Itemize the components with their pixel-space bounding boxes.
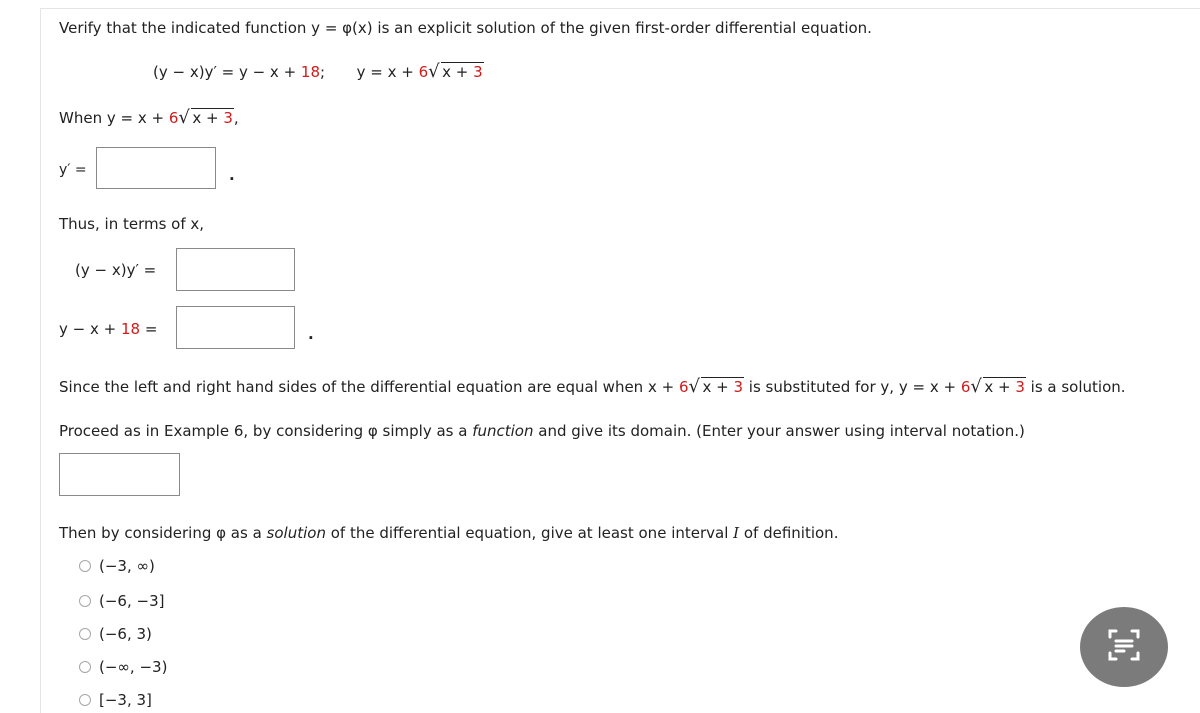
domain-answer-box[interactable] [59, 453, 180, 496]
period-mark: . [308, 325, 314, 343]
rhs-input[interactable] [177, 307, 294, 348]
calculator-menu-icon [1102, 623, 1146, 671]
yprime-answer-box[interactable] [96, 147, 216, 189]
radio-button[interactable] [79, 560, 91, 572]
problem-intro: Verify that the indicated function y = φ(x) is an explicit solution of the given first-order differential equation. [59, 19, 872, 37]
option-row[interactable] [79, 590, 164, 612]
then-line: Then by considering φ as a solution of the differential equation, give at least one interval I of definition. [59, 524, 839, 542]
frame-left-border [40, 8, 41, 713]
period-mark: . [229, 166, 235, 184]
radio-button[interactable] [79, 595, 91, 607]
option-row[interactable] [79, 555, 155, 577]
rhs-answer-box[interactable] [176, 306, 295, 349]
sqrt-symbol: √ x + 3 [179, 109, 234, 127]
when-line: When y = x + 6 √ x + 3, [59, 109, 239, 127]
option-label: (−∞, −3) [99, 658, 168, 676]
sqrt-symbol: √ x + 3 [429, 63, 484, 81]
option-label: (−6, −3] [99, 592, 165, 610]
radio-button[interactable] [79, 628, 91, 640]
domain-input[interactable] [60, 454, 179, 495]
option-row[interactable] [79, 623, 152, 645]
rhs-label: y − x + 18 = [59, 320, 158, 338]
calculator-menu-button[interactable] [1080, 607, 1168, 687]
option-row[interactable] [79, 689, 152, 711]
lhs-label: (y − x)y′ = [75, 261, 157, 279]
lhs-input[interactable] [177, 249, 294, 290]
since-line: Since the left and right hand sides of the differential equation are equal when x + 6 √ x + 3 is substituted for y, y = x + 6 √ x + 3 is a solution. [59, 378, 1126, 396]
proceed-line: Proceed as in Example 6, by considering φ simply as a function and give its domain. (Enter your answer using interval notation.) [59, 422, 1025, 440]
sqrt-symbol: √ x + 3 [971, 378, 1026, 396]
given-equation: (y − x)y′ = y − x + 18; y = x + 6 √ x + 3 [153, 63, 484, 81]
frame-top-border [40, 8, 1200, 9]
thus-line: Thus, in terms of x, [59, 215, 205, 233]
option-label: (−3, ∞) [99, 557, 155, 575]
yprime-label: y′ = [59, 162, 87, 178]
option-row[interactable] [79, 656, 167, 678]
lhs-answer-box[interactable] [176, 248, 295, 291]
yprime-input[interactable] [97, 148, 215, 188]
option-label: (−6, 3) [99, 625, 152, 643]
sqrt-symbol: √ x + 3 [689, 378, 744, 396]
option-label: [−3, 3] [99, 691, 152, 709]
radio-button[interactable] [79, 661, 91, 673]
radio-button[interactable] [79, 694, 91, 706]
